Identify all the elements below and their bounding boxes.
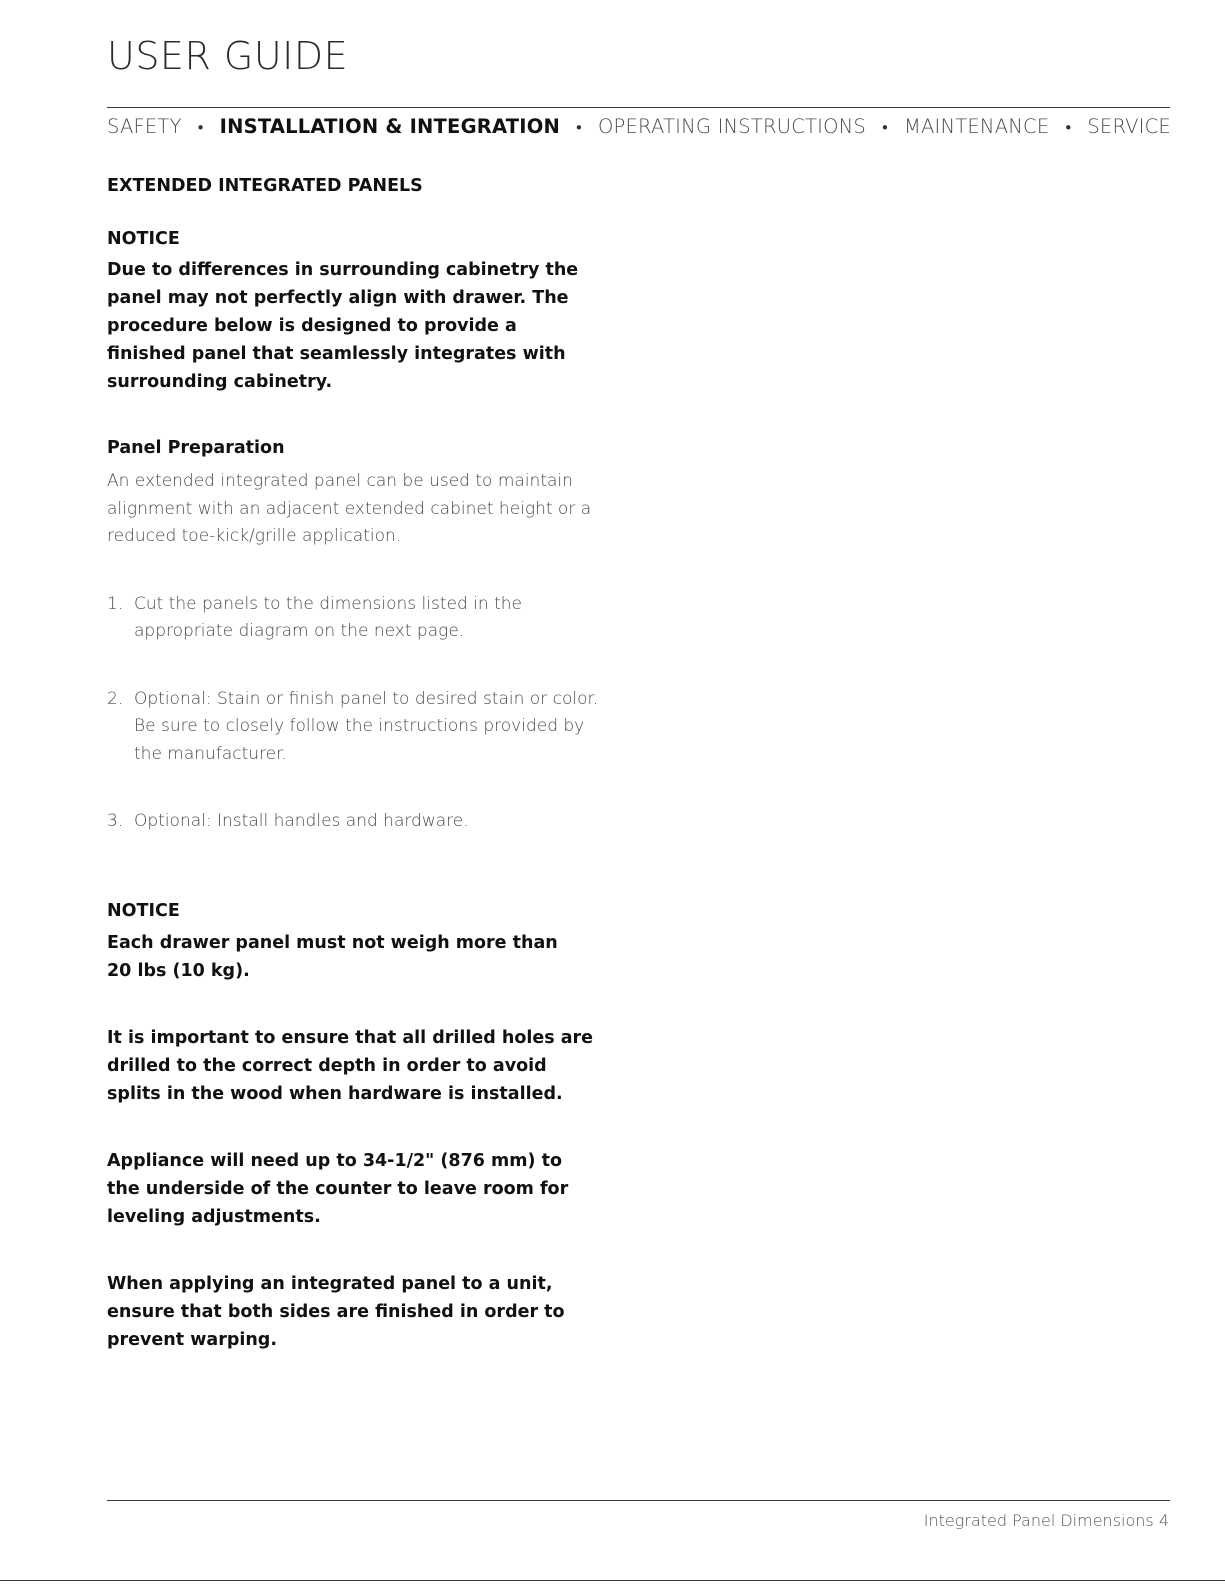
- text-line: drilled to the correct depth in order to avoid: [107, 1055, 547, 1076]
- notice-label: NOTICE: [107, 229, 180, 249]
- nav-item-service[interactable]: SERVICE: [1087, 115, 1171, 138]
- text-line: leveling adjustments.: [107, 1206, 321, 1227]
- prep-description: [107, 468, 607, 551]
- text-line: Cut the panels to the dimensions listed in the: [134, 593, 522, 614]
- page-title: USER GUIDE: [107, 34, 349, 78]
- step-text: [134, 591, 522, 646]
- nav-separator: •: [1063, 119, 1073, 137]
- nav-item-safety[interactable]: SAFETY: [107, 115, 182, 138]
- step-number: 1.: [107, 593, 124, 614]
- page-footer: Integrated Panel Dimensions 4: [923, 1511, 1169, 1530]
- text-line: Each drawer panel must not weigh more than: [107, 932, 558, 953]
- text-line: panel may not perfectly align with drawer. The: [107, 288, 569, 308]
- notice-text: [107, 1270, 607, 1354]
- main-content: [107, 172, 607, 1354]
- text-line: procedure below is designed to provide a: [107, 316, 517, 336]
- text-line: ensure that both sides are finished in order to: [107, 1301, 565, 1322]
- notice-text: [107, 929, 607, 985]
- nav-separator: •: [880, 119, 890, 137]
- notice-block: [107, 225, 607, 396]
- text-line: the underside of the counter to leave room for: [107, 1178, 569, 1199]
- nav-separator: •: [574, 119, 584, 137]
- notice-label: NOTICE: [107, 900, 180, 921]
- text-line: When applying an integrated panel to a unit,: [107, 1273, 553, 1294]
- step-number: 2.: [107, 688, 124, 709]
- list-item: [107, 591, 607, 646]
- text-line: the manufacturer.: [134, 743, 287, 764]
- text-line: 20 lbs (10 kg).: [107, 960, 250, 981]
- text-line: Due to differences in surrounding cabinetry the: [107, 260, 579, 280]
- nav-item-maintenance[interactable]: MAINTENANCE: [903, 115, 1050, 138]
- notice-text: [107, 256, 607, 396]
- step-text: [134, 686, 598, 769]
- section-title: EXTENDED INTEGRATED PANELS: [107, 176, 423, 196]
- list-item: [107, 808, 607, 836]
- text-line: reduced toe-kick/grille application.: [107, 526, 402, 546]
- text-line: surrounding cabinetry.: [107, 372, 333, 392]
- page-bottom-border: [0, 1580, 1225, 1581]
- text-line: appropriate diagram on the next page.: [134, 621, 465, 641]
- text-line: An extended integrated panel can be used to maintain: [107, 471, 573, 491]
- text-line: alignment with an adjacent extended cabinet height or a: [107, 498, 592, 519]
- nav-item-installation-integration[interactable]: INSTALLATION & INTEGRATION: [219, 115, 561, 138]
- steps-list: [107, 591, 607, 836]
- step-text: [134, 808, 469, 836]
- step-number: 3.: [107, 811, 124, 831]
- subsection-heading: Panel Preparation: [107, 438, 285, 458]
- notice-text: [107, 1147, 607, 1231]
- text-line: Appliance will need up to 34-1/2" (876 mm) to: [107, 1150, 562, 1171]
- header-divider: [107, 107, 1170, 108]
- text-line: Optional: Install handles and hardware.: [134, 811, 469, 831]
- text-line: Optional: Stain or finish panel to desired stain or color.: [134, 688, 599, 709]
- text-line: Be sure to closely follow the instructions provided by: [134, 716, 585, 736]
- nav-separator: •: [196, 119, 206, 137]
- text-line: splits in the wood when hardware is installed.: [107, 1083, 563, 1104]
- nav-item-operating-instructions[interactable]: OPERATING INSTRUCTIONS: [598, 115, 867, 138]
- list-item: [107, 686, 607, 769]
- section-nav: [107, 115, 1171, 138]
- notice-text: [107, 1024, 607, 1108]
- footer-divider: [107, 1500, 1170, 1501]
- text-line: finished panel that seamlessly integrates with: [107, 344, 566, 364]
- text-line: prevent warping.: [107, 1329, 277, 1350]
- panel-preparation: [107, 434, 607, 551]
- notice-block: [107, 897, 607, 1354]
- text-line: It is important to ensure that all drilled holes are: [107, 1027, 594, 1048]
